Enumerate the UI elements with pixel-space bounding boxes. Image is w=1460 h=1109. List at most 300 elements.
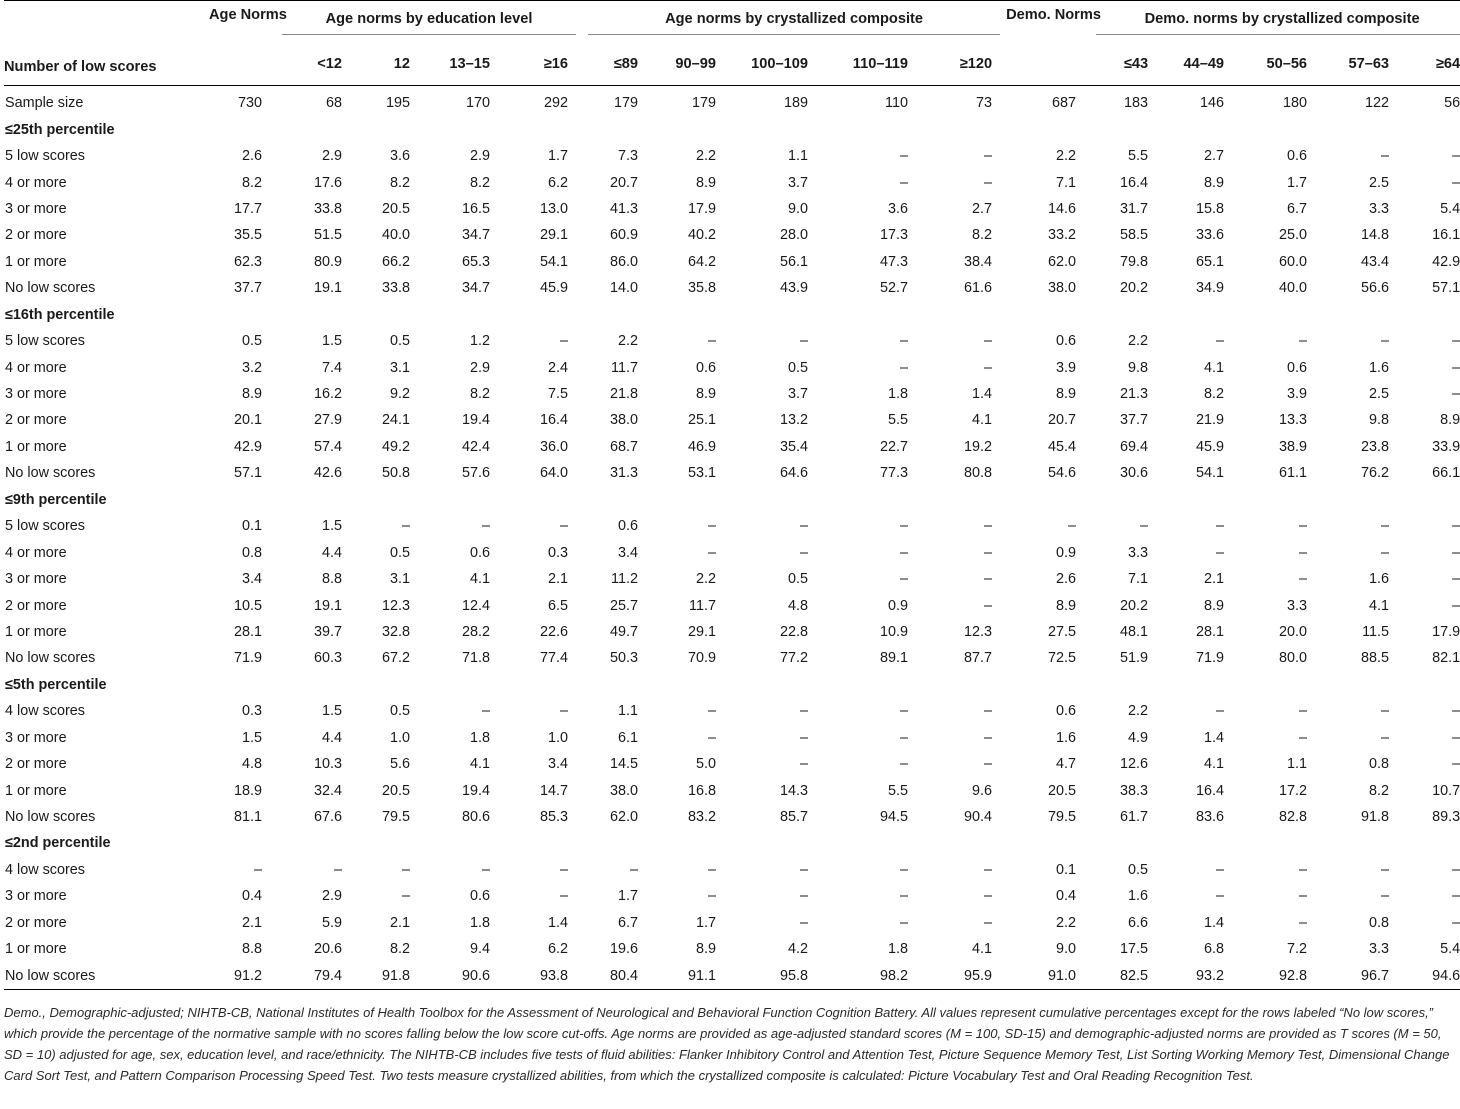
table-cell: 3.2: [241, 359, 262, 376]
table-cell: 65.1: [1196, 253, 1225, 270]
table-cell: 72.5: [1048, 650, 1077, 667]
subheader-age-cc-110-119: 110–119: [852, 56, 908, 72]
table-row: [4, 513, 1460, 539]
table-cell: 45.9: [1196, 438, 1225, 455]
row-label: 3 or more: [5, 200, 67, 217]
table-row: [4, 698, 1460, 724]
table-cell: –: [984, 148, 993, 165]
table-cell: –: [899, 914, 908, 931]
table-cell: 27.9: [313, 412, 342, 429]
table-cell: 4.1: [1204, 756, 1225, 773]
table-cell: –: [1381, 518, 1390, 535]
table-cell: 16.8: [687, 782, 716, 799]
table-cell: 82.1: [1432, 650, 1460, 667]
table-cell: 5.0: [695, 756, 716, 773]
section-heading: ≤2nd percentile: [5, 835, 111, 852]
subheader-demo-cc-44-49: 44–49: [1183, 56, 1225, 72]
table-cell: 7.2: [1287, 941, 1308, 958]
table-cell: 65.3: [461, 253, 490, 270]
table-cell: 3.7: [787, 386, 808, 403]
table-cell: 12.6: [1120, 756, 1149, 773]
table-cell: 62.0: [1048, 253, 1077, 270]
table-cell: –: [1452, 914, 1460, 931]
table-cell: 31.7: [1120, 200, 1149, 217]
table-cell: 48.1: [1120, 623, 1149, 640]
table-cell: 5.6: [389, 756, 410, 773]
table-cell: 32.4: [313, 782, 342, 799]
table-cell: 0.6: [1287, 359, 1308, 376]
table-cell: 1.6: [1369, 359, 1390, 376]
table-cell: 2.6: [241, 148, 262, 165]
table-cell: 73: [976, 95, 993, 112]
row-label: Sample size: [5, 95, 84, 112]
table-cell: 8.2: [241, 174, 262, 191]
table-cell: 6.2: [547, 941, 568, 958]
section-heading: ≤9th percentile: [5, 491, 107, 508]
subheader-demo-cc-57-63: 57–63: [1348, 56, 1390, 72]
table-cell: 2.9: [469, 359, 490, 376]
table-row: [4, 777, 1460, 803]
table-cell: 3.6: [389, 148, 410, 165]
table-cell: –: [1299, 703, 1308, 720]
table-cell: 5.4: [1440, 200, 1460, 217]
table-cell: 8.9: [695, 174, 716, 191]
row-label: 4 or more: [5, 174, 67, 191]
table-cell: –: [984, 544, 993, 561]
table-cell: 79.4: [313, 967, 342, 984]
table-cell: –: [1216, 518, 1225, 535]
table-cell: 25.0: [1279, 227, 1308, 244]
table-cell: 86.0: [609, 253, 638, 270]
subheader-edu-13-15: 13–15: [449, 56, 490, 72]
table-cell: 20.7: [609, 174, 638, 191]
table-cell: 8.9: [1204, 174, 1225, 191]
table-cell: 0.6: [1287, 148, 1308, 165]
table-cell: 92.8: [1279, 967, 1308, 984]
table-cell: 2.1: [547, 571, 568, 588]
table-cell: 60.3: [313, 650, 342, 667]
table-cell: 33.2: [1048, 227, 1077, 244]
row-label: 1 or more: [5, 438, 67, 455]
table-cell: 21.9: [1196, 412, 1225, 429]
table-cell: 1.2: [469, 333, 490, 350]
table-cell: 90.4: [964, 809, 993, 826]
table-cell: 0.9: [1056, 544, 1077, 561]
table-cell: 6.2: [547, 174, 568, 191]
table-cell: 1.4: [972, 386, 993, 403]
table-cell: 2.2: [1128, 703, 1149, 720]
table-cell: 58.5: [1120, 227, 1149, 244]
table-cell: –: [707, 333, 716, 350]
table-cell: 34.9: [1196, 280, 1225, 297]
table-cell: –: [1140, 518, 1149, 535]
table-cell: 19.4: [461, 412, 490, 429]
table-cell: –: [707, 518, 716, 535]
row-label: No low scores: [5, 465, 96, 482]
table-cell: 79.8: [1120, 253, 1149, 270]
table-cell: 68: [325, 95, 342, 112]
table-cell: 4.1: [1369, 597, 1390, 614]
table-cell: –: [1452, 597, 1460, 614]
table-cell: 37.7: [233, 280, 262, 297]
table-cell: 8.9: [695, 386, 716, 403]
table-cell: –: [1452, 861, 1460, 878]
table-cell: 8.9: [1440, 412, 1460, 429]
table-cell: 38.0: [609, 782, 638, 799]
table-cell: –: [1452, 888, 1460, 905]
table-cell: 82.5: [1120, 967, 1149, 984]
table-cell: 3.6: [887, 200, 908, 217]
table-cell: 1.5: [321, 333, 342, 350]
table-row: [4, 354, 1460, 380]
subheader-age-cc-le89: ≤89: [613, 56, 638, 72]
table-cell: –: [1299, 518, 1308, 535]
table-cell: 20.0: [1279, 623, 1308, 640]
table-cell: 4.7: [1056, 756, 1077, 773]
table-cell: 16.5: [461, 200, 490, 217]
table-cell: –: [799, 703, 808, 720]
table-cell: –: [1299, 544, 1308, 561]
table-cell: –: [629, 861, 638, 878]
table-cell: 35.5: [233, 227, 262, 244]
table-cell: 6.8: [1204, 941, 1225, 958]
table-cell: –: [559, 333, 568, 350]
table-cell: 5.4: [1440, 941, 1460, 958]
table-cell: 50.3: [609, 650, 638, 667]
table-cell: –: [984, 597, 993, 614]
subheader-edu-12: 12: [393, 56, 410, 72]
table-cell: 2.2: [1056, 148, 1077, 165]
table-cell: 3.4: [547, 756, 568, 773]
table-cell: 2.7: [1204, 148, 1225, 165]
table-cell: –: [1216, 888, 1225, 905]
table-cell: –: [899, 861, 908, 878]
table-cell: 9.6: [972, 782, 993, 799]
table-cell: 50.8: [381, 465, 410, 482]
table-cell: 89.1: [879, 650, 908, 667]
table-cell: 71.9: [1196, 650, 1225, 667]
table-cell: 189: [783, 95, 808, 112]
table-cell: –: [799, 333, 808, 350]
table-cell: 2.2: [695, 148, 716, 165]
table-cell: 1.5: [321, 518, 342, 535]
table-cell: 11.7: [611, 359, 638, 376]
table-cell: –: [984, 756, 993, 773]
table-cell: 4.8: [787, 597, 808, 614]
subheader-demo-cc-le43: ≤43: [1123, 56, 1149, 72]
table-cell: 10.9: [879, 623, 908, 640]
table-cell: 1.7: [547, 148, 568, 165]
table-cell: 91.1: [687, 967, 716, 984]
table-cell: 22.7: [879, 438, 908, 455]
table-cell: 9.8: [1128, 359, 1149, 376]
table-cell: 15.8: [1196, 200, 1225, 217]
row-label: 5 low scores: [5, 333, 85, 350]
table-cell: 33.8: [381, 280, 410, 297]
table-cell: 0.6: [469, 888, 490, 905]
table-cell: 42.9: [233, 438, 262, 455]
table-cell: 67.6: [313, 809, 342, 826]
table-cell: 39.7: [313, 623, 342, 640]
table-cell: 179: [691, 95, 716, 112]
table-cell: 292: [543, 95, 568, 112]
table-cell: 43.4: [1361, 253, 1390, 270]
table-cell: 1.7: [617, 888, 638, 905]
table-cell: 17.3: [879, 227, 908, 244]
table-cell: 51.9: [1120, 650, 1149, 667]
table-cell: 2.9: [321, 888, 342, 905]
table-cell: 12.4: [461, 597, 490, 614]
table-cell: –: [707, 729, 716, 746]
table-cell: 10.5: [233, 597, 262, 614]
table-cell: 8.9: [241, 386, 262, 403]
table-cell: 1.6: [1369, 571, 1390, 588]
table-cell: 76.2: [1361, 465, 1390, 482]
table-cell: 3.7: [787, 174, 808, 191]
table-cell: 28.0: [779, 227, 808, 244]
table-row: [4, 328, 1460, 354]
table-cell: 1.4: [547, 914, 568, 931]
table-cell: 17.9: [1432, 623, 1460, 640]
table-cell: 31.3: [609, 465, 638, 482]
table-cell: 146: [1200, 95, 1225, 112]
table-cell: 54.1: [1196, 465, 1225, 482]
table-cell: –: [1452, 703, 1460, 720]
table-cell: 20.2: [1120, 597, 1149, 614]
table-cell: 80.0: [1279, 650, 1308, 667]
table-cell: 14.0: [609, 280, 638, 297]
subheader-demo-cc-50-56: 50–56: [1266, 56, 1308, 72]
table-cell: 20.1: [233, 412, 262, 429]
table-cell: 38.9: [1279, 438, 1308, 455]
row-label: 4 or more: [5, 544, 67, 561]
table-cell: 0.6: [617, 518, 638, 535]
table-cell: 14.5: [609, 756, 638, 773]
table-cell: 19.1: [313, 280, 342, 297]
table-cell: 0.5: [241, 333, 262, 350]
table-row: [4, 222, 1460, 248]
table-cell: 40.0: [381, 227, 410, 244]
table-cell: 9.0: [787, 200, 808, 217]
table-cell: 34.7: [461, 227, 490, 244]
table-cell: –: [1068, 518, 1077, 535]
table-cell: 2.1: [241, 914, 262, 931]
table-cell: 22.6: [539, 623, 568, 640]
table-cell: 60.9: [609, 227, 638, 244]
table-cell: 21.8: [609, 386, 638, 403]
table-cell: 7.1: [1128, 571, 1149, 588]
row-label: No low scores: [5, 809, 96, 826]
table-row: [4, 962, 1460, 989]
table-cell: –: [1299, 861, 1308, 878]
table-cell: 35.4: [779, 438, 808, 455]
table-cell: 61.1: [1279, 465, 1308, 482]
table-cell: –: [1452, 174, 1460, 191]
table-cell: 40.2: [687, 227, 716, 244]
table-row: [4, 381, 1460, 407]
table-cell: 2.6: [1056, 571, 1077, 588]
table-cell: 4.4: [321, 544, 342, 561]
table-cell: 9.8: [1369, 412, 1390, 429]
table-cell: –: [401, 518, 410, 535]
table-cell: –: [1299, 571, 1308, 588]
table-cell: –: [984, 888, 993, 905]
table-cell: 2.5: [1369, 174, 1390, 191]
table-cell: –: [899, 888, 908, 905]
section-heading-row: [4, 672, 1460, 698]
table-cell: –: [899, 174, 908, 191]
table-cell: 62.3: [233, 253, 262, 270]
table-cell: 17.7: [233, 200, 262, 217]
table-cell: 1.0: [547, 729, 568, 746]
table-cell: 3.3: [1369, 200, 1390, 217]
table-cell: 8.2: [389, 174, 410, 191]
row-label: No low scores: [5, 967, 96, 984]
table-cell: 20.5: [381, 782, 410, 799]
table-cell: 3.1: [389, 359, 410, 376]
section-heading-row: [4, 487, 1460, 513]
table-cell: 11.7: [689, 597, 716, 614]
table-cell: 45.4: [1048, 438, 1077, 455]
table-cell: 56.1: [779, 253, 808, 270]
table-cell: 4.1: [972, 941, 993, 958]
table-cell: –: [1299, 729, 1308, 746]
table-cell: 2.1: [389, 914, 410, 931]
table-cell: 29.1: [687, 623, 716, 640]
section-heading: ≤16th percentile: [5, 306, 115, 323]
table-cell: 10.3: [313, 756, 342, 773]
table-cell: –: [1299, 888, 1308, 905]
table-cell: 38.0: [609, 412, 638, 429]
table-cell: 89.3: [1432, 809, 1460, 826]
table-cell: –: [1381, 544, 1390, 561]
row-label: 5 low scores: [5, 518, 85, 535]
table-cell: 94.6: [1432, 967, 1460, 984]
table-cell: 28.1: [233, 623, 262, 640]
table-cell: 122: [1365, 95, 1390, 112]
table-cell: 0.6: [1056, 703, 1077, 720]
table-cell: 195: [385, 95, 410, 112]
table-cell: 110: [885, 95, 908, 112]
table-cell: –: [707, 544, 716, 561]
table-cell: –: [1452, 571, 1460, 588]
table-cell: 91.8: [381, 967, 410, 984]
table-cell: 38.0: [1048, 280, 1077, 297]
table-cell: 33.9: [1432, 438, 1460, 455]
table-cell: 2.2: [695, 571, 716, 588]
table-cell: 0.6: [695, 359, 716, 376]
table-cell: 19.4: [461, 782, 490, 799]
table-cell: 25.7: [609, 597, 638, 614]
table-cell: 87.7: [964, 650, 993, 667]
table-cell: 8.9: [695, 941, 716, 958]
table-cell: 1.1: [1287, 756, 1308, 773]
table-cell: –: [899, 756, 908, 773]
table-cell: –: [899, 518, 908, 535]
table-cell: 0.4: [241, 888, 262, 905]
table-cell: 8.2: [1204, 386, 1225, 403]
table-cell: –: [707, 703, 716, 720]
table-cell: 14.8: [1361, 227, 1390, 244]
table-cell: 1.4: [1204, 914, 1225, 931]
table-cell: 8.2: [469, 174, 490, 191]
table-cell: 36.0: [539, 438, 568, 455]
table-cell: –: [984, 914, 993, 931]
table-cell: 0.6: [1056, 333, 1077, 350]
table-cell: 20.5: [1048, 782, 1077, 799]
table-row: [4, 619, 1460, 645]
table-cell: 17.2: [1279, 782, 1308, 799]
table-row: [4, 857, 1460, 883]
table-row: [4, 751, 1460, 777]
table-cell: –: [1452, 386, 1460, 403]
table-cell: 9.2: [389, 386, 410, 403]
table-cell: –: [899, 703, 908, 720]
table-cell: 6.6: [1128, 914, 1149, 931]
table-cell: 4.8: [241, 756, 262, 773]
row-label: 1 or more: [5, 782, 67, 799]
table-cell: 1.7: [695, 914, 716, 931]
table-cell: 77.2: [779, 650, 808, 667]
table-cell: 19.1: [313, 597, 342, 614]
table-cell: 2.2: [1128, 333, 1149, 350]
table-cell: –: [984, 174, 993, 191]
table-cell: 8.9: [1204, 597, 1225, 614]
table-cell: –: [899, 544, 908, 561]
table-cell: 46.9: [687, 438, 716, 455]
row-label: 2 or more: [5, 914, 67, 931]
subheader-edu-lt12: <12: [317, 56, 342, 72]
table-cell: 170: [465, 95, 490, 112]
table-cell: 21.3: [1120, 386, 1149, 403]
table-cell: 3.3: [1128, 544, 1149, 561]
table-cell: 7.1: [1056, 174, 1077, 191]
table-cell: 0.9: [887, 597, 908, 614]
table-cell: 28.1: [1196, 623, 1225, 640]
table-cell: –: [559, 888, 568, 905]
table-cell: 14.7: [539, 782, 568, 799]
table-cell: 40.0: [1279, 280, 1308, 297]
table-cell: 4.1: [469, 756, 490, 773]
row-label: 1 or more: [5, 623, 67, 640]
table-cell: –: [559, 861, 568, 878]
table-cell: –: [1381, 703, 1390, 720]
table-cell: –: [1381, 861, 1390, 878]
low-scores-table: [4, 0, 1460, 990]
table-cell: 24.1: [381, 412, 410, 429]
row-label: 2 or more: [5, 412, 67, 429]
row-label: 4 low scores: [5, 861, 85, 878]
table-cell: 91.0: [1048, 967, 1077, 984]
table-cell: 5.5: [887, 412, 908, 429]
table-cell: 57.6: [461, 465, 490, 482]
table-row: [4, 645, 1460, 671]
table-cell: 4.4: [321, 729, 342, 746]
group-header-education: Age norms by education level: [276, 1, 582, 44]
section-heading-row: [4, 302, 1460, 328]
table-cell: 1.8: [887, 386, 908, 403]
table-cell: 2.9: [469, 148, 490, 165]
table-cell: 4.1: [972, 412, 993, 429]
table-row: [4, 592, 1460, 618]
table-cell: 11.2: [611, 571, 638, 588]
table-cell: 41.3: [609, 200, 638, 217]
subheader-edu-ge16: ≥16: [543, 56, 568, 72]
table-cell: 77.4: [539, 650, 568, 667]
table-cell: 0.1: [241, 518, 262, 535]
table-cell: 1.1: [787, 148, 808, 165]
table-cell: –: [984, 861, 993, 878]
